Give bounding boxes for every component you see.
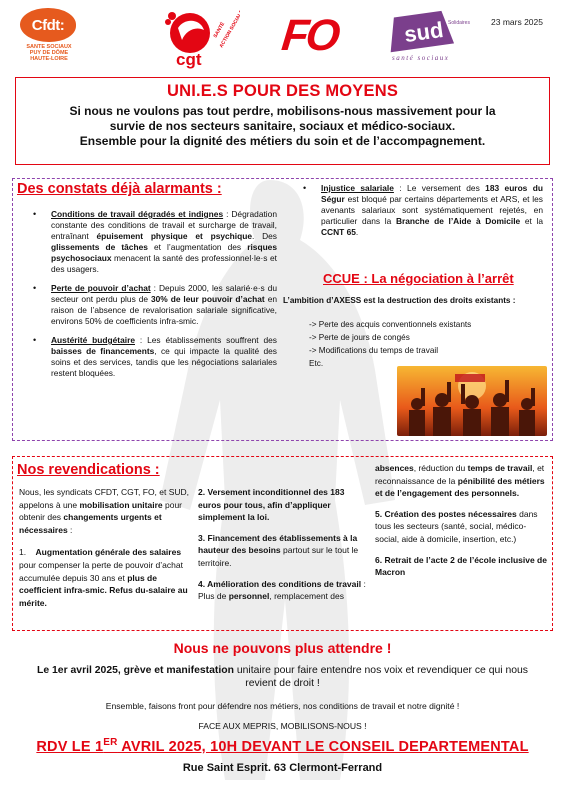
strike-text: unitaire pour faire entendre nos voix et revendiquer ce qui nous revient de droit ! — [233, 665, 528, 689]
sud-side-text: Solidaires — [448, 20, 470, 26]
revend-intro3: : — [67, 524, 73, 535]
revend-intro1: Nous, les syndicats CFDT, CGT, FO, et SUD, appelons à une — [19, 487, 190, 510]
rdv-part2: AVRIL 2025, 10H DEVANT LE CONSEIL DEPARTEMENTAL — [117, 738, 529, 755]
revend-intro2: pour obtenir des — [19, 499, 182, 523]
constats-list-left — [51, 209, 277, 387]
constat-item2-head: Perte de pouvoir d’achat — [51, 283, 151, 293]
constat-item4-b1: 183 euros du Ségur — [321, 183, 543, 204]
rdv-sup: ER — [103, 737, 118, 748]
cfdt-sub2: PUY DE DÔME — [29, 50, 69, 56]
revend-r4-b: 4. Amélioration des conditions de travail — [198, 578, 362, 589]
revend-r3-b: 3. Financement des établissements à la hauteur des besoins — [198, 532, 358, 556]
ccue-item: -> Perte des acquis conventionnels existants — [309, 320, 472, 329]
cgt-logo-text: cgt — [176, 50, 202, 69]
sud-logo-text: sud — [402, 16, 445, 48]
constat-item3-t1: : Les établissements souffrent des — [135, 335, 277, 345]
constats-title: Des constats déjà alarmants : — [17, 181, 222, 197]
cgt-tag1: SANTÉ — [212, 21, 227, 39]
revend-item-4-cont — [375, 462, 547, 500]
constat-item1-t3: et l’augmentation des — [147, 242, 248, 252]
cfdt-sub3: HAUTE-LOIRE — [30, 56, 68, 62]
constat-item4-b3: CCNT 65 — [321, 227, 356, 237]
fo-logo — [279, 11, 346, 62]
strike-bold: Le 1er avril 2025, grève et manifestation — [37, 665, 234, 676]
revend-r3-t: partout sur le tout le territoire. — [198, 545, 359, 568]
constat-item-austerite — [51, 335, 277, 379]
constat-item2-b1: 30% de leur pouvoir d’achat — [150, 294, 265, 304]
title-line1: Si nous ne voulons pas tout perdre, mobilisons-nous massivement pour la — [69, 104, 496, 118]
constats-section — [12, 178, 553, 441]
constat-item1-t4: menacent la santé des professionnel·le·s et des usagers. — [51, 253, 277, 274]
cgt-tag2: ACTION SOCIALE — [218, 8, 240, 49]
revend-r4-b4: temps de travail — [467, 463, 533, 473]
revend-item-2: 2. Versement inconditionnel des 183 euros pour tous, afin d’appliquer simplement la loi. — [198, 487, 345, 523]
ccue-lead: L’ambition d’AXESS est la destruction des droits existants : — [283, 296, 516, 305]
cfdt-logo-subtitle — [20, 44, 78, 62]
ccue-item: -> Perte de jours de congés — [309, 333, 410, 342]
constat-item4-head: Injustice salariale — [321, 183, 394, 193]
revend-r4-t1: : Plus de — [198, 578, 366, 602]
address: Rue Saint Esprit. 63 Clermont-Ferrand — [182, 762, 383, 774]
constat-item3-head: Austérité budgétaire — [51, 335, 135, 345]
constat-item3-t2: , ce qui impacte la qualité des soins et des services, tandis que les négociations salariales restent bloquées. — [51, 346, 277, 378]
constat-item1-head: Conditions de travail dégradés et indignes — [51, 209, 224, 219]
constat-item4-t3: et la — [520, 216, 543, 226]
revend-r1-num: 1. — [19, 547, 27, 558]
ccue-item: -> Modifications du temps de travail — [309, 346, 439, 355]
ccue-title: CCUE : La négociation à l’arrêt — [323, 271, 514, 286]
revend-r1-head: Augmentation générale des salaires — [35, 547, 182, 558]
constat-item-conditions — [51, 209, 277, 275]
constat-item1-b2: glissements de tâches — [51, 242, 148, 252]
constat-item1-t2: . Des — [252, 231, 277, 241]
cfdt-logo-mark: Cfdt: — [20, 8, 76, 42]
revendications-section — [12, 456, 553, 631]
revendications-col3 — [375, 462, 547, 579]
revend-intro-b2: changements urgents et nécessaires — [19, 512, 162, 535]
strike-announcement — [20, 664, 545, 690]
cfdt-sub1: SANTE SOCIAUX — [26, 44, 72, 50]
constat-item4-t1: : Le versement des — [393, 183, 486, 193]
constat-item4-b2: Branche de l’Aide à Domicile — [395, 216, 521, 226]
together-text: Ensemble, faisons front pour défendre nos métiers, nos conditions de travail et notre dignité ! — [105, 701, 460, 711]
revend-item-1 — [19, 546, 191, 609]
title-line3: Ensemble pour la dignité des métiers du soin et de l’accompagnement. — [79, 134, 486, 148]
title-line2: survie de nos secteurs sanitaire, sociaux et médico-sociaux. — [109, 119, 456, 133]
rdv-part1: RDV LE 1 — [36, 738, 104, 755]
sud-logo-mark — [382, 10, 472, 64]
revend-item-3 — [198, 532, 368, 570]
date-label: 23 mars 2025 — [491, 17, 543, 27]
revend-item-5 — [375, 508, 547, 546]
constat-item4-t2: est bloqué par certains départements et ARS, et les avenants salariaux sont systématiquement rejetés, en particulier dans la — [321, 194, 543, 226]
urgent-heading: Nous ne pouvons plus attendre ! — [173, 640, 392, 656]
title-lines — [16, 104, 549, 149]
revend-r4-b3: absences — [375, 463, 414, 473]
cgt-logo-mark — [160, 8, 240, 70]
sud-logo — [382, 10, 472, 64]
ccue-item: Etc. — [309, 359, 324, 368]
face-text: FACE AUX MEPRIS, MOBILISONS-NOUS ! — [198, 721, 367, 731]
constat-item2-t2: en raison de l’absence de revalorisation salariale significative, environs 50% de coefficients infra-smic. — [51, 294, 278, 326]
revend-r1-b1: plus de coefficient infra-smic. Refus du-salaire au mérite. — [19, 572, 188, 608]
constat-item1-t1: : Dégradation constante des conditions de travail et surcharge de travail, entraînant — [51, 209, 277, 241]
constat-item-injustice — [321, 183, 543, 238]
cgt-logo — [160, 8, 240, 70]
revend-item-6: 6. Retrait de l’acte 2 de l’école inclusive de Macron — [375, 554, 547, 578]
constat-item1-b1: épuisement physique et psychique — [96, 231, 252, 241]
revend-r5-b: 5. Création des postes nécessaires — [375, 508, 517, 519]
constat-item-pouvoir-achat — [51, 283, 277, 327]
revend-r4-t2: , remplacement des — [269, 591, 344, 602]
revendications-col2 — [198, 486, 368, 603]
constat-item4-t4: . — [355, 227, 359, 237]
revend-r4-b2: personnel — [228, 591, 270, 602]
revendications-col1 — [19, 486, 191, 609]
revendications-title: Nos revendications : — [17, 462, 160, 478]
revend-r4-t4: , et reconnaissance de la — [375, 463, 545, 486]
revend-intro-b1: mobilisation unitaire — [79, 499, 163, 510]
constat-item3-b1: baisses de financements — [51, 346, 155, 356]
revend-item-4 — [198, 578, 368, 603]
ccue-list — [309, 318, 471, 370]
page-title: UNI.E.S POUR DES MOYENS — [166, 82, 399, 100]
title-box — [15, 77, 550, 165]
fo-logo-text: FO — [279, 11, 340, 60]
revend-r1-t1: pour compenser la perte de pouvoir d’achat accumulée depuis 30 ans et — [19, 559, 183, 583]
constats-list-right — [321, 183, 543, 246]
sud-sub-text: santé sociaux — [392, 54, 450, 62]
revend-r4-t3: , réduction du — [413, 463, 468, 473]
rdv-heading — [0, 737, 565, 755]
revend-r4-b5: pénibilité des métiers et de l’engagement des personnels. — [375, 475, 545, 499]
protest-illustration — [397, 366, 547, 436]
header-logos — [0, 0, 565, 72]
constat-item2-t1: : Depuis 2000, les salarié·e·s du secteur ont perdu plus de — [51, 283, 278, 304]
revend-r5-t: dans tous les secteurs (santé, social, médico-social, aide à domicile, insertion, etc.) — [375, 508, 538, 544]
cfdt-logo — [20, 8, 82, 66]
constat-item1-b3: risques psychosociaux — [51, 242, 277, 263]
